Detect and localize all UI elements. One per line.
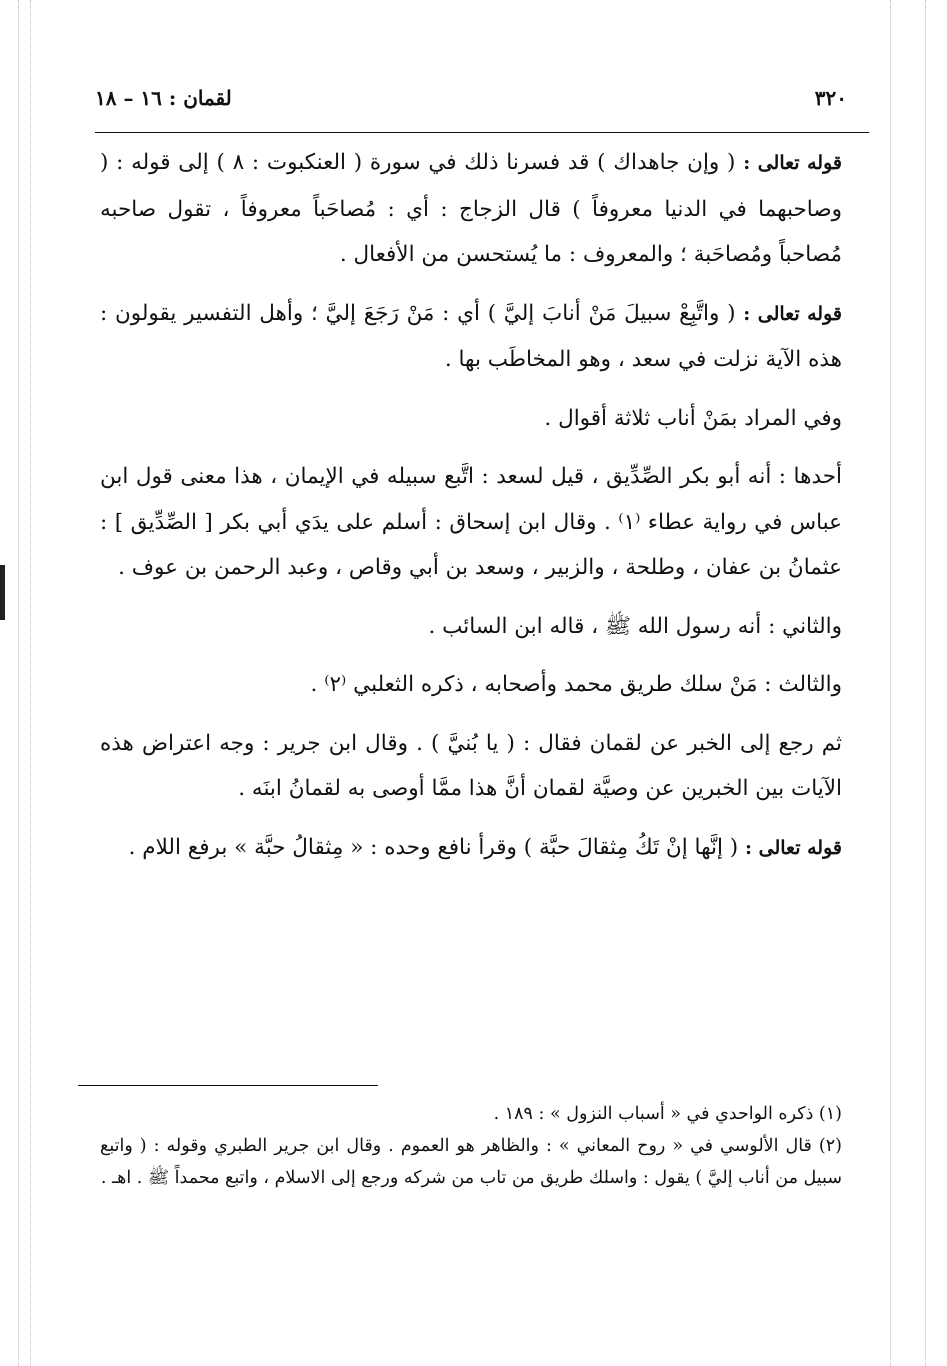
paragraph <box>100 140 842 278</box>
page-number: ٣٢٠ <box>814 86 847 110</box>
main-text <box>100 140 842 884</box>
paragraph <box>100 662 842 708</box>
paragraph <box>100 454 842 591</box>
verse-lead: قوله تعالى : <box>745 836 842 859</box>
paragraph-text: والثاني : أنه رسول الله ﷺ ، قاله ابن السائب . <box>428 613 842 639</box>
paragraph-text: أحدها : أنه أبو بكر الصِّدِّيق ، قيل لسعد : اتَّبع سبيله في الإيمان ، هذا معنى قول ابن عباس في رواية عطاء ⁽١⁾ . وقال ابن إسحاق : أسلم على يدَي أبي بكر [ الصِّدِّيق ] : عثمانُ بن عفان ، وطلحة ، والزبير ، وسعد بن أبي وقاص ، وعبد الرحمن بن عوف . <box>100 464 842 580</box>
verse-lead: قوله تعالى : <box>743 302 842 325</box>
paragraph-text: والثالث : مَنْ سلك طريق محمد وأصحابه ، ذكره الثعلبي ⁽٢⁾ . <box>310 672 842 697</box>
paragraph <box>100 825 842 872</box>
page-header <box>95 80 847 116</box>
footnotes <box>100 1098 842 1194</box>
paragraph-text: ( وإن جاهداك ) قد فسرنا ذلك في سورة ( العنكبوت : ٨ ) إلى قوله : ( وصاحبهما في الدنيا معروفاً ) قال الزجاج : أي : مُصاحَباً معروفاً ، تقول صاحبه مُصاحباً ومُصاحَبة ؛ والمعروف : ما يُستحسن من الأفعال . <box>100 150 842 267</box>
paragraph <box>100 291 842 383</box>
paragraph-text: ثم رجع إلى الخبر عن لقمان فقال : ( يا بُنيَّ ) . وقال ابن جرير : وجه اعتراض هذه الآيات بين الخبرين عن وصيَّة لقمان أنَّ هذا ممَّا أوصى به لقمانُ ابنَه . <box>100 730 842 801</box>
paragraph-text: ( واتَّبِعْ سبيلَ مَنْ أنابَ إليَّ ) أي : مَنْ رَجَعَ إليَّ ؛ وأهل التفسير يقولون : هذه الآية نزلت في سعد ، وهو المخاطَب بها . <box>100 300 842 372</box>
paragraph-text: وفي المراد بمَنْ أناب ثلاثة أقوال . <box>544 405 842 431</box>
paragraph-text: ( إنَّها إنْ تَكُ مِثقالَ حبَّة ) وقرأ نافع وحده : « مِثقالُ حبَّة » برفع اللام . <box>128 834 745 860</box>
footnote: (١) ذكره الواحدي في « أسباب النزول » : ١٨٩ . <box>493 1104 842 1124</box>
running-title: لقمان : ١٦ – ١٨ <box>95 86 232 110</box>
header-rule <box>95 132 869 133</box>
footnote: (٢) قال الألوسي في « روح المعاني » : والظاهر هو العموم . وقال ابن جرير الطبري وقوله : ( واتبع سبيل من أناب إليَّ ) يقول : واسلك طريق من تاب من شركه ورجع إلى الاسلام ، واتبع محمداً ﷺ . اهـ . <box>100 1136 842 1188</box>
paragraph <box>100 396 842 442</box>
paragraph <box>100 721 842 812</box>
verse-lead: قوله تعالى : <box>743 152 842 174</box>
paragraph <box>100 604 842 650</box>
footnote-rule <box>78 1085 378 1086</box>
